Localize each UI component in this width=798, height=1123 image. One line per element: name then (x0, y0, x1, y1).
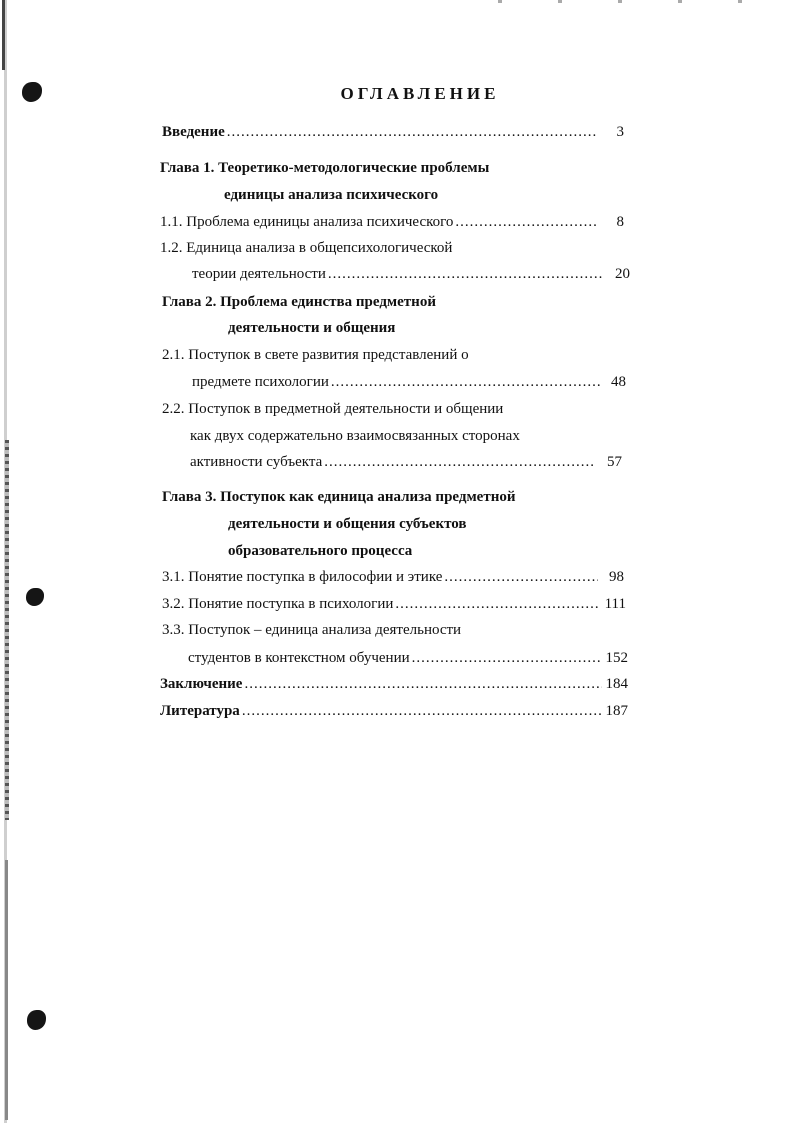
scan-top-noise (478, 0, 778, 3)
page-number: 57 (607, 454, 622, 470)
page-number: 187 (605, 703, 628, 719)
punch-hole-mark (26, 588, 44, 606)
dot-leader (242, 701, 602, 721)
dot-leader (395, 594, 600, 614)
page-number: 20 (615, 266, 630, 282)
toc-entry-intro[interactable]: Введение ..... 3 (162, 122, 624, 142)
toc-entry-1-2-cont[interactable]: теории деятельности ..... 20 (192, 264, 630, 284)
dot-leader (324, 452, 596, 472)
toc-entry-3-3-cont[interactable]: студентов в контекстном обучении ..... 152 (188, 648, 628, 668)
toc-entry-literature[interactable]: Литература ..... 187 (160, 701, 628, 721)
page-number: 48 (611, 374, 626, 390)
dot-leader (244, 674, 602, 694)
page-number: 184 (605, 676, 628, 692)
dot-leader (227, 122, 598, 142)
toc-entry-1-1[interactable]: 1.1. Проблема единицы анализа психического ..... 8 (160, 212, 624, 232)
chapter-2-heading: Глава 2. Проблема единства предметной (162, 294, 436, 310)
page-title: ОГЛАВЛЕНИЕ (340, 84, 500, 103)
toc-entry-2-2-cont2[interactable]: активности субъекта ..... 57 (190, 452, 622, 472)
chapter-3-heading-cont: деятельности и общения субъектов (228, 516, 467, 532)
dot-leader (331, 372, 600, 392)
chapter-3-heading-cont2: образовательного процесса (228, 543, 413, 559)
toc-entry-conclusion[interactable]: Заключение ..... 184 (160, 674, 628, 694)
dot-leader (328, 264, 604, 284)
chapter-1-heading: Глава 1. Теоретико-методологические проблемы (160, 160, 490, 176)
toc-entry-3-3[interactable]: 3.3. Поступок – единица анализа деятельности (162, 622, 462, 638)
page-number: 3 (616, 124, 624, 140)
chapter-2-heading-cont: деятельности и общения (228, 320, 396, 336)
dot-leader (455, 212, 598, 232)
toc-entry-2-2-cont[interactable]: как двух содержательно взаимосвязанных сторонах (190, 428, 520, 444)
toc-entry-2-1[interactable]: 2.1. Поступок в свете развития представлений о (162, 347, 469, 363)
toc-entry-2-1-cont[interactable]: предмете психологии ..... 48 (192, 372, 626, 392)
dot-leader (444, 567, 598, 587)
chapter-1-heading-cont: единицы анализа психического (224, 187, 439, 203)
toc-entry-1-2[interactable]: 1.2. Единица анализа в общепсихологической (160, 240, 453, 256)
page-number: 111 (604, 596, 626, 612)
page-number: 152 (605, 650, 628, 666)
page-number: 98 (609, 569, 624, 585)
scan-left-edge (0, 0, 12, 1123)
toc-entry-3-1[interactable]: 3.1. Понятие поступка в философии и этике ..... 98 (162, 567, 624, 587)
toc-entry-3-2[interactable]: 3.2. Понятие поступка в психологии ..... 111 (162, 594, 626, 614)
punch-hole-mark (27, 1010, 46, 1030)
dot-leader (412, 648, 602, 668)
page-number: 8 (616, 214, 624, 230)
toc-entry-2-2[interactable]: 2.2. Поступок в предметной деятельности и общении (162, 401, 504, 417)
chapter-3-heading: Глава 3. Поступок как единица анализа предметной (162, 489, 516, 505)
